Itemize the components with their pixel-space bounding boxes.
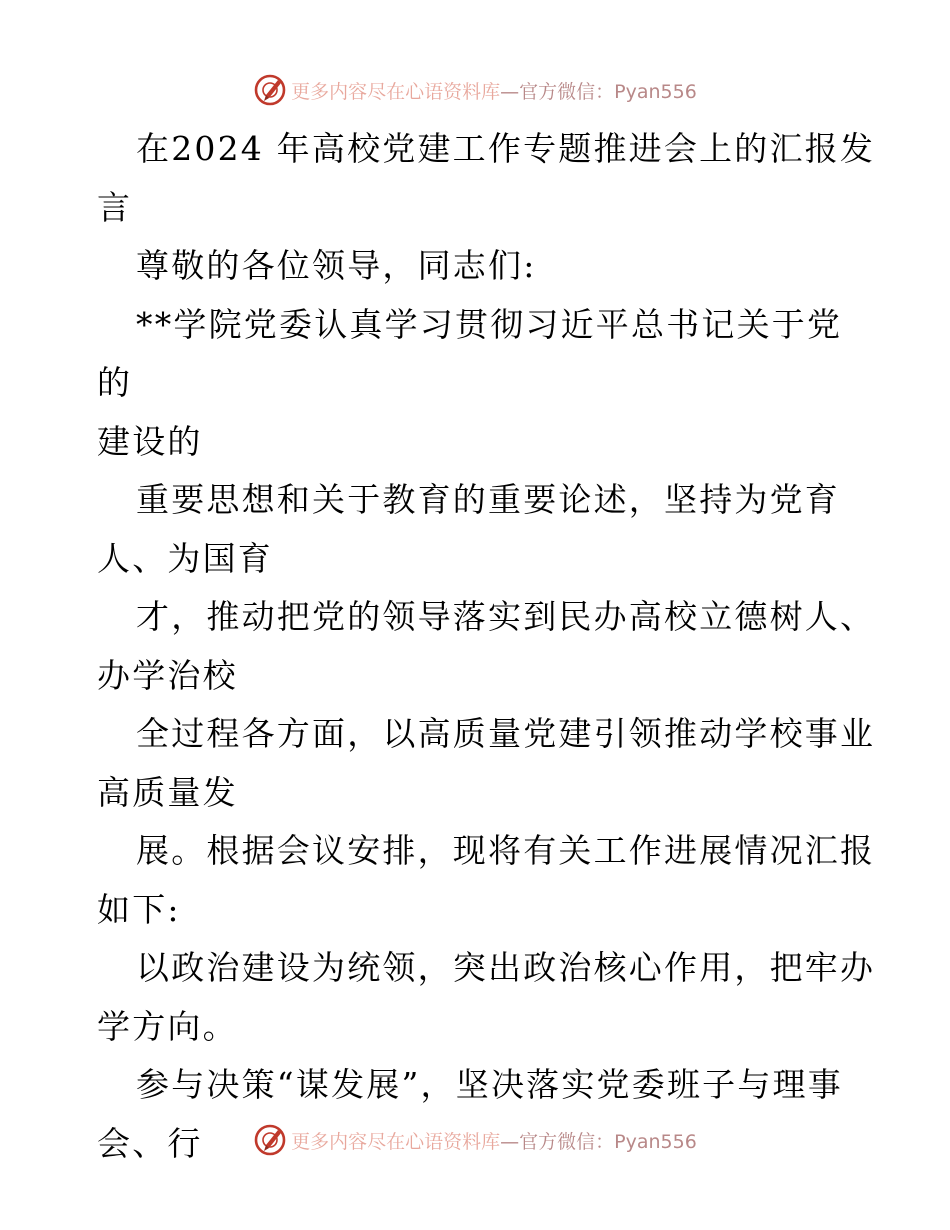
doc-line: **学院党委认真学习贯彻习近平总书记关于党的 [97,304,843,402]
doc-line: 建设的 [97,421,203,461]
watermark-text: 更多内容尽在心语资料库 [291,1130,501,1153]
doc-line: 如下: [97,889,181,929]
doc-line: 学方向。 [97,1006,238,1046]
watermark-contact: —官方微信：Pyan556 [500,80,697,103]
doc-line: 才，推动把党的领导落实到民办高校立德树人、 [136,597,876,636]
doc-line: 展。根据会议安排，现将有关工作进展情况汇报 [136,831,876,870]
doc-line: 在2024 年高校党建工作专题推进会上的汇报发 [136,129,876,168]
doc-line: 全过程各方面，以高质量党建引领推动学校事业 [136,714,876,753]
document-body [97,120,877,1173]
watermark-text: 更多内容尽在心语资料库 [291,80,501,103]
pen-circle-logo-icon [253,1123,287,1157]
doc-line: 参与决策“谋发展”，坚决落实党委班子与理事 [136,1065,843,1104]
doc-line: 言 [97,187,133,227]
doc-line: 高质量发 [97,772,238,812]
doc-line: 办学治校 [97,655,238,695]
doc-line: 以政治建设为统领，突出政治核心作用，把牢办 [136,948,876,987]
doc-line: 重要思想和关于教育的重要论述，坚持为党育 [136,480,840,519]
watermark-contact: —官方微信：Pyan556 [500,1130,697,1153]
doc-line: 人、为国育 [97,538,273,578]
doc-line: 会、行 [97,1123,203,1163]
footer-watermark [0,1123,950,1157]
doc-line: 尊敬的各位领导，同志们: [136,246,537,285]
pen-circle-logo-icon [253,73,287,107]
header-watermark [0,73,950,107]
